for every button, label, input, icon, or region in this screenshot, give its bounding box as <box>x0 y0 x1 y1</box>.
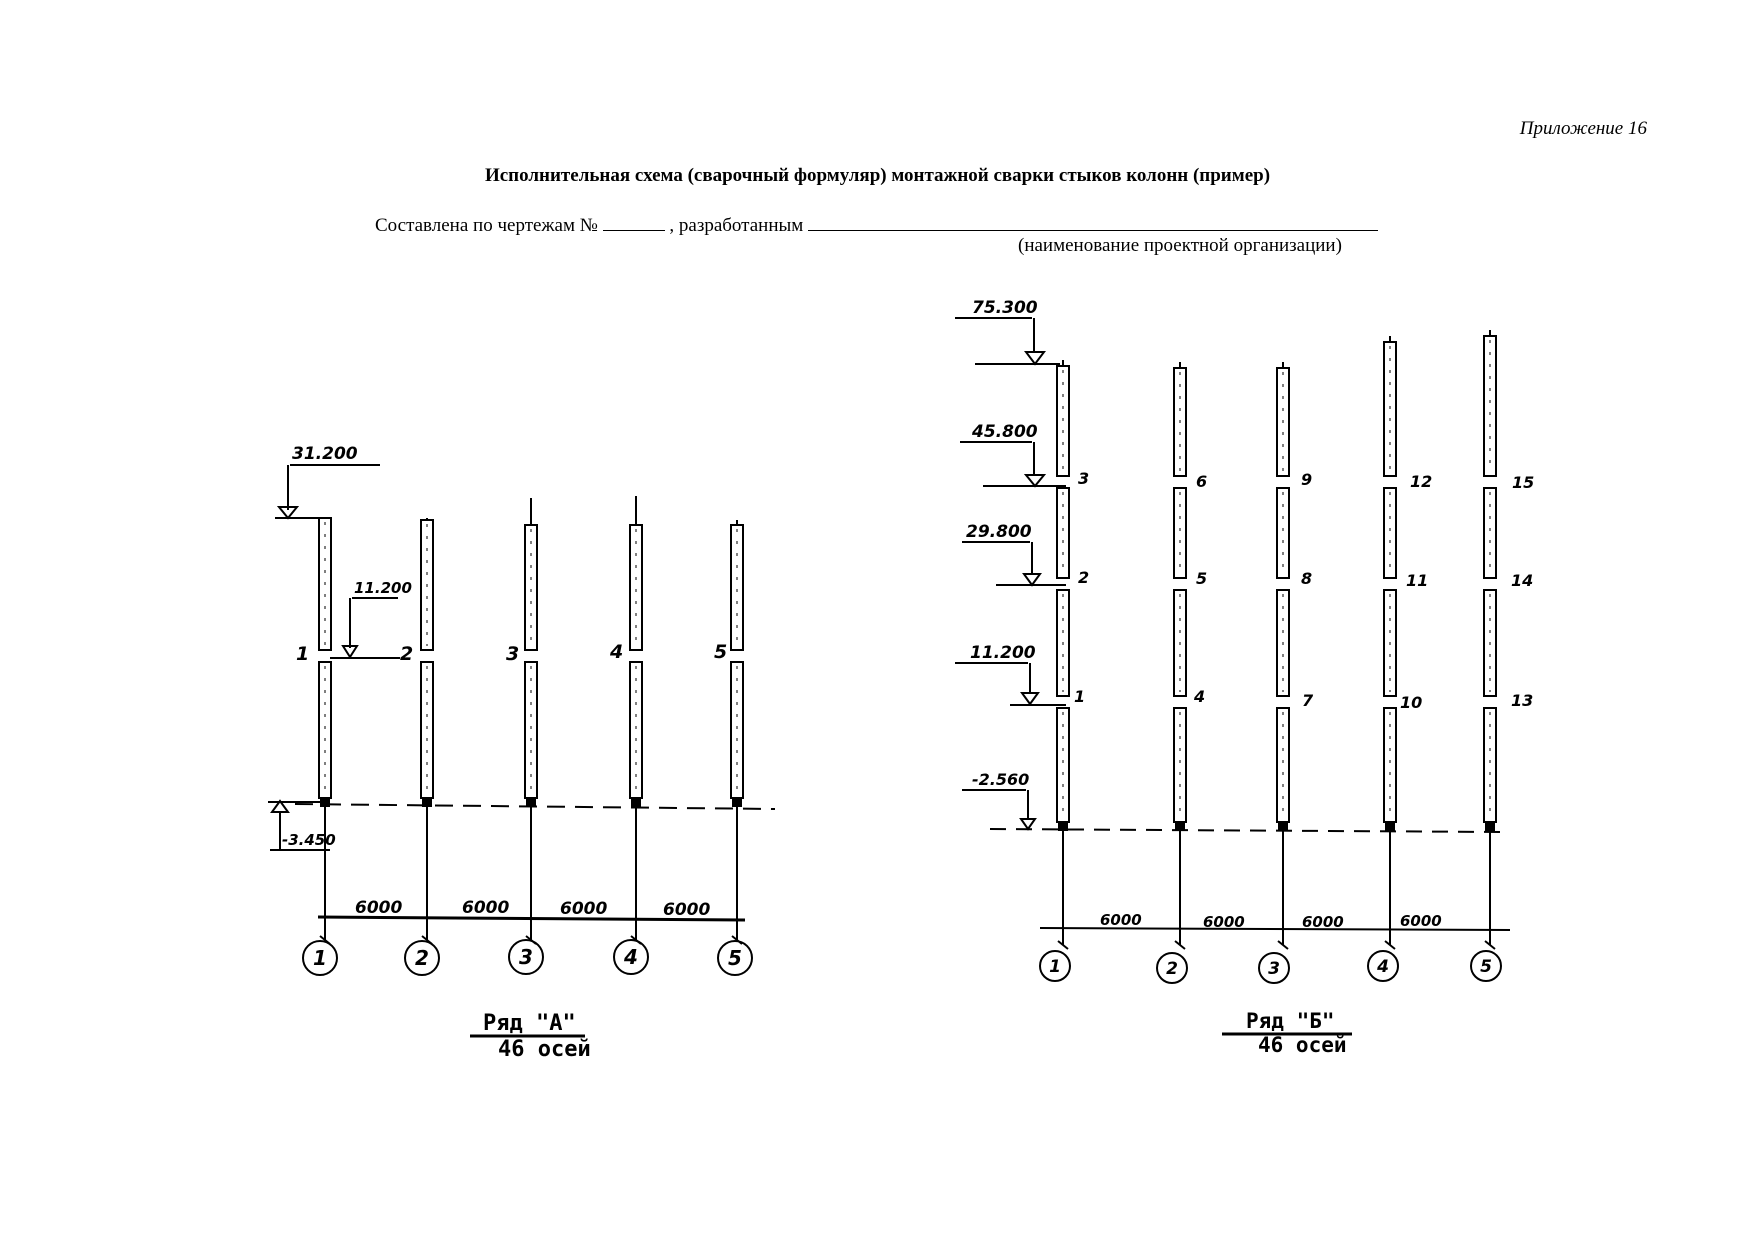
row-b-joint-number: 9 <box>1301 470 1313 489</box>
row-b-caption <box>1222 1009 1352 1057</box>
row-b-level-label: 29.800 <box>966 522 1032 542</box>
column-segment <box>630 662 642 798</box>
row-b-level-label: 75.300 <box>972 298 1038 318</box>
row-a-column <box>731 520 743 944</box>
row-a-caption-top: Ряд "А" <box>483 1011 576 1036</box>
row-b-joint-number: 4 <box>1194 687 1206 706</box>
row-a-spacing-label: 6000 <box>663 900 711 920</box>
row-a-column <box>319 518 331 944</box>
row-a-joint-number: 2 <box>400 643 414 665</box>
row-b-joint-number: 13 <box>1511 691 1534 710</box>
row-b-level-label: 11.200 <box>970 643 1036 663</box>
row-b-joint-number: 14 <box>1511 571 1534 590</box>
row-b-column <box>1174 362 1186 949</box>
row-b-spacing-label: 6000 <box>1400 912 1442 930</box>
row-b-joint-number: 2 <box>1078 568 1090 587</box>
row-b-joint-numbers <box>1074 469 1534 712</box>
row-b-caption-top: Ряд "Б" <box>1246 1009 1335 1033</box>
page-title: Исполнительная схема (сварочный формуляр) монтажной сварки стыков колонн (пример) <box>484 165 1271 186</box>
row-a-diagram <box>268 444 775 1062</box>
row-b-level-75300 <box>955 298 1060 364</box>
row-b-axes <box>1040 951 1501 983</box>
row-a-axis-label: 5 <box>728 946 742 970</box>
row-a-spacing-label: 6000 <box>462 898 510 918</box>
compiled-prefix: Составлена по чертежам № <box>375 215 598 236</box>
row-b-level-label: 45.800 <box>972 422 1038 442</box>
row-a-level-label: -3.450 <box>282 831 336 849</box>
row-b-spacing-label: 6000 <box>1100 911 1142 929</box>
row-a-axes <box>303 940 752 975</box>
column-segment <box>319 662 331 798</box>
row-b-diagram <box>955 298 1534 1057</box>
row-b-axis-label: 2 <box>1166 959 1178 979</box>
row-b-level-29800 <box>962 522 1066 585</box>
row-a-axis-label: 2 <box>415 946 429 970</box>
row-b-column <box>1057 360 1069 949</box>
row-a-column <box>525 498 537 944</box>
row-b-caption-bottom: 46 осей <box>1258 1033 1347 1057</box>
compiled-middle: , разработанным <box>669 215 804 236</box>
row-b-joint-number: 8 <box>1301 569 1313 588</box>
row-a-level-label: 31.200 <box>292 444 358 464</box>
row-b-level-11200 <box>955 643 1066 705</box>
row-a-axis-label: 1 <box>313 946 327 970</box>
organization-note: (наименование проектной организации) <box>1018 235 1342 256</box>
row-b-joint-number: 11 <box>1406 571 1429 590</box>
row-b-axis-label: 3 <box>1268 959 1280 979</box>
row-b-joint-number: 3 <box>1078 469 1090 488</box>
row-b-column <box>1384 336 1396 949</box>
row-b-joint-number: 1 <box>1074 687 1086 706</box>
row-b-axis-label: 4 <box>1377 957 1389 977</box>
row-a-joint-number: 3 <box>506 643 520 665</box>
row-b-level-2560 <box>962 770 1035 829</box>
row-a-spacing-label: 6000 <box>560 899 608 919</box>
column-segment <box>1484 336 1496 476</box>
row-b-joint-number: 6 <box>1196 472 1208 491</box>
row-b-joint-number: 7 <box>1302 691 1314 710</box>
row-a-column <box>421 518 433 944</box>
row-b-joint-number: 12 <box>1410 472 1433 491</box>
row-a-caption-bottom: 46 осей <box>498 1037 591 1062</box>
row-b-joint-number: 5 <box>1196 569 1208 588</box>
row-a-level-label: 11.200 <box>354 579 412 597</box>
row-a-level-31200 <box>275 444 380 518</box>
row-b-column <box>1277 362 1289 949</box>
row-b-joint-number: 15 <box>1512 473 1535 492</box>
row-b-axis-label: 5 <box>1480 957 1492 977</box>
column-segment <box>731 662 743 798</box>
row-b-joint-number: 10 <box>1400 693 1423 712</box>
row-a-column <box>630 496 642 944</box>
row-a-spacing-label: 6000 <box>355 898 403 918</box>
row-a-joint-number: 4 <box>610 641 624 663</box>
row-b-column <box>1484 330 1496 949</box>
row-b-axis-label: 1 <box>1049 957 1061 977</box>
column-segment <box>525 662 537 798</box>
appendix-label: Приложение 16 <box>1519 118 1647 139</box>
row-b-spacing-label: 6000 <box>1302 913 1344 931</box>
row-a-axis-label: 3 <box>519 945 533 969</box>
row-a-joint-number: 1 <box>296 643 310 665</box>
row-a-axis-label: 4 <box>624 945 638 969</box>
row-b-level-45800 <box>960 422 1066 486</box>
row-a-joint-number: 5 <box>714 641 728 663</box>
column-segment <box>421 662 433 798</box>
row-a-caption <box>470 1011 591 1062</box>
row-b-spacing-label: 6000 <box>1203 913 1245 931</box>
row-b-level-label: -2.560 <box>972 770 1030 789</box>
